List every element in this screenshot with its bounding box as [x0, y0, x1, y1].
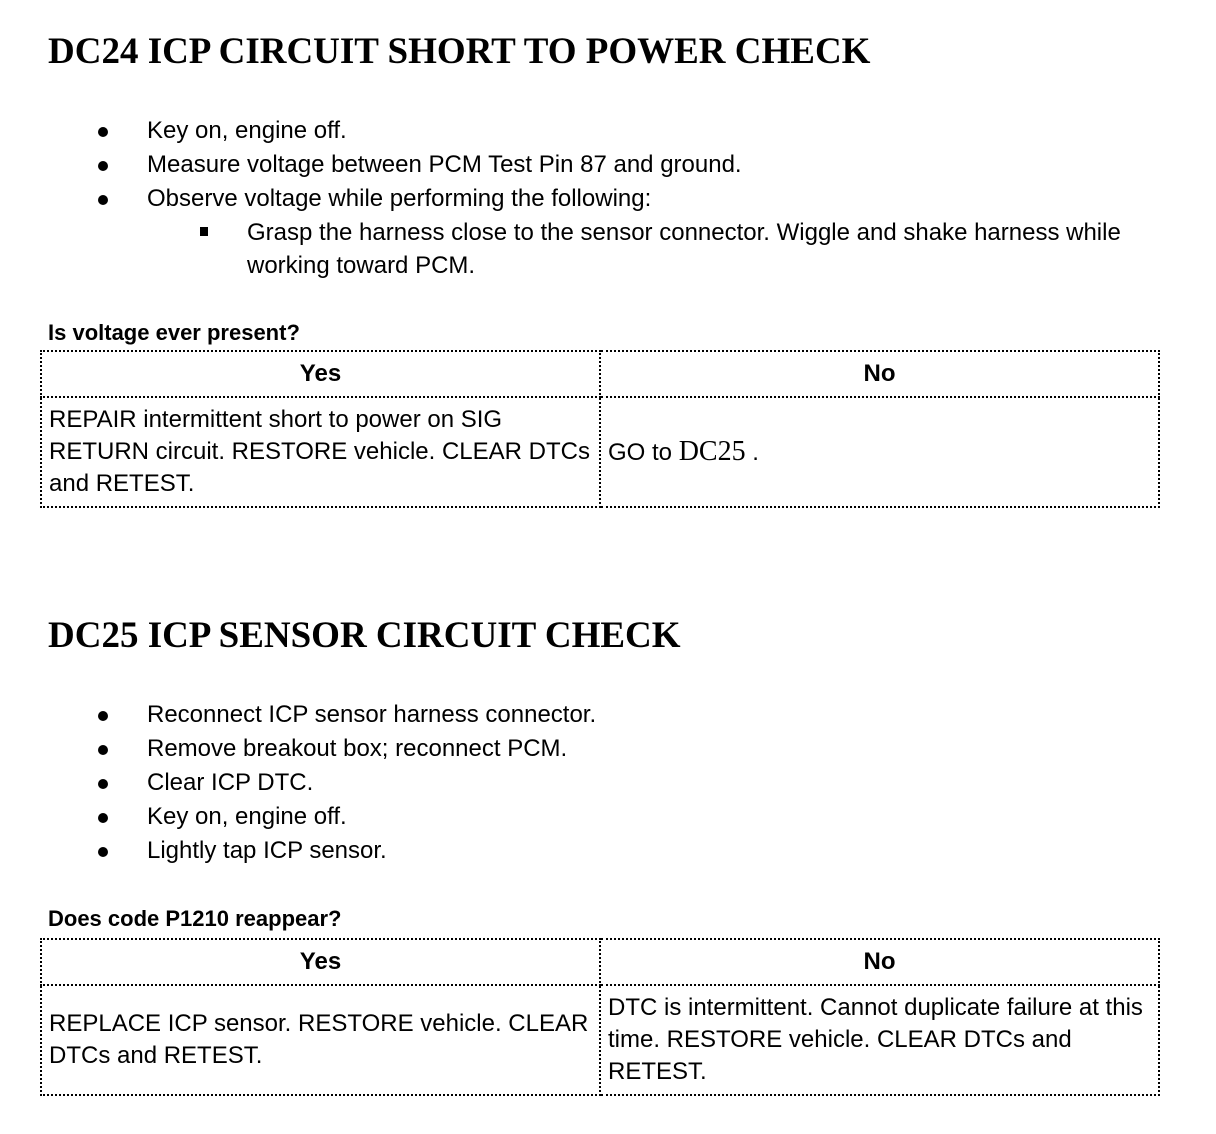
bullet-icon: [98, 847, 108, 857]
square-bullet-icon: [200, 227, 208, 236]
step-list: [0, 698, 596, 868]
section-title: DC24 ICP CIRCUIT SHORT TO POWER CHECK: [48, 31, 871, 72]
substep-text: Grasp the harness close to the sensor connector. Wiggle and shake harness while working toward PCM.: [247, 219, 1121, 279]
table-header-row: [41, 939, 1159, 985]
step-item: [0, 148, 1207, 182]
substep-list: [147, 216, 1207, 282]
no-cell: [600, 397, 1159, 507]
goto-suffix: .: [745, 438, 759, 466]
step-item: [0, 732, 596, 766]
step-text: Observe voltage while performing the following:: [147, 185, 652, 212]
bullet-icon: [98, 127, 108, 137]
bullet-icon: [98, 745, 108, 755]
step-list: [0, 114, 1207, 282]
step-text: Lightly tap ICP sensor.: [147, 837, 387, 864]
table-row: [41, 397, 1159, 507]
step-item: [0, 834, 596, 868]
bullet-icon: [98, 779, 108, 789]
no-header: No: [600, 351, 1159, 397]
goto-prefix: GO to: [608, 438, 679, 466]
bullet-icon: [98, 813, 108, 823]
section-title: DC25 ICP SENSOR CIRCUIT CHECK: [48, 615, 681, 656]
answer-table: [40, 938, 1160, 1096]
yes-cell: REPAIR intermittent short to power on SIG RETURN circuit. RESTORE vehicle. CLEAR DTCs and RETEST.: [41, 397, 600, 507]
bullet-icon: [98, 161, 108, 171]
step-text: Key on, engine off.: [147, 117, 347, 144]
table-header-row: [41, 351, 1159, 397]
yes-header: Yes: [41, 939, 600, 985]
table-row: [41, 985, 1159, 1095]
no-cell: DTC is intermittent. Cannot duplicate failure at this time. RESTORE vehicle. CLEAR DTCs and RETEST.: [600, 985, 1159, 1095]
step-text: Reconnect ICP sensor harness connector.: [147, 701, 597, 728]
step-text: Measure voltage between PCM Test Pin 87 and ground.: [147, 151, 742, 178]
no-header: No: [600, 939, 1159, 985]
yes-header: Yes: [41, 351, 600, 397]
step-item: [0, 114, 1207, 148]
substep-item: [247, 216, 1207, 282]
yes-cell: REPLACE ICP sensor. RESTORE vehicle. CLEAR DTCs and RETEST.: [41, 985, 600, 1095]
question-text: Is voltage ever present?: [48, 320, 300, 345]
goto-dc25-link[interactable]: DC25: [678, 435, 746, 467]
bullet-icon: [98, 711, 108, 721]
step-text: Remove breakout box; reconnect PCM.: [147, 735, 568, 762]
answer-table: [40, 350, 1160, 508]
step-text: Clear ICP DTC.: [147, 769, 314, 796]
step-item: [0, 698, 596, 732]
step-text: Key on, engine off.: [147, 803, 347, 830]
step-item: [0, 766, 596, 800]
step-item: [0, 800, 596, 834]
bullet-icon: [98, 195, 108, 205]
step-item: [0, 182, 1207, 282]
question-text: Does code P1210 reappear?: [48, 906, 342, 931]
